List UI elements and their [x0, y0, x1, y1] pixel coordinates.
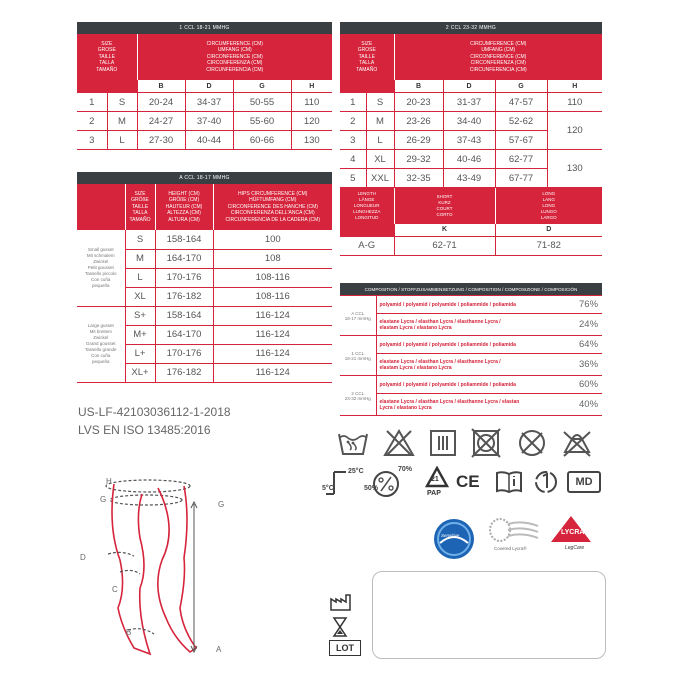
size-header: SIZE GROSE TAILLE TALLA TAMAÑO [77, 34, 137, 80]
row-size: L [107, 131, 137, 150]
cell-d: 40-44 [185, 131, 233, 150]
col-b: B [394, 80, 443, 93]
row-number: 3 [340, 131, 366, 150]
no-bleach-icon [382, 428, 416, 458]
composition-label: 1 CCL 18-21 mmHg [340, 336, 376, 376]
lot-label: LOT [329, 640, 361, 656]
temp-max: 25°C [348, 468, 364, 475]
cell-g: 57-67 [495, 131, 547, 150]
diagram-label-b: B [126, 628, 132, 637]
col-g: G [233, 80, 291, 93]
cell-height: 158-164 [155, 306, 213, 325]
table-title: A CCL 18-17 MMHG [77, 172, 332, 184]
row-number: 2 [77, 112, 107, 131]
composition-label: 2 CCL 23-32 mmHg [340, 376, 376, 416]
material-text: polyamid / polyamid / polyamide / poliammide / poliamida [376, 296, 562, 314]
no-tumble-dry-icon [470, 428, 502, 458]
table-title: 1 CCL 18-21 MMHG [77, 22, 332, 34]
recycle-label: PAP [427, 490, 441, 497]
line-dry-icon [428, 428, 458, 458]
cell-hips: 116-124 [213, 363, 332, 382]
table-row [77, 306, 332, 325]
table-row [77, 93, 332, 112]
covered-lycra-text: Covered Lycra® [494, 546, 527, 551]
legcare-logo-text: LegCare [565, 545, 585, 551]
cell-g: 50-55 [233, 93, 291, 112]
instructions-icon [495, 470, 523, 494]
col-h: H [547, 80, 602, 93]
cell-hips: 116-124 [213, 306, 332, 325]
cell-h: 120 [547, 112, 602, 150]
height-header: HEIGHT (CM) GRÖßE (CM) HAUTEUR (CM) ALTEZZA (CM) ALTURA (CM) [155, 184, 213, 230]
table-row [77, 131, 332, 150]
diagram-label-g-left: G [100, 495, 107, 504]
cell-d: 37-43 [443, 131, 495, 150]
cell-hips: 108-116 [213, 268, 332, 287]
diagram-label-h: H [106, 477, 112, 486]
product-code: US-LF-42103036112-1-2018 [78, 405, 231, 419]
cell-d: 43-49 [443, 169, 495, 188]
row-size: M+ [125, 325, 155, 344]
cell-g: 62-77 [495, 150, 547, 169]
cell-height: 164-170 [155, 325, 213, 344]
composition-label: A CCL 18-17 mmHg [340, 296, 376, 336]
table-title: 2 CCL 23-32 MMHG [340, 22, 602, 34]
material-percent: 76% [562, 296, 602, 314]
row-number: 5 [340, 169, 366, 188]
material-text: elastane Lycra / elasthan Lycra / élasthanne Lycra / elastam Lycra / elastano Lycra [376, 314, 562, 336]
cell-d: 31-37 [443, 93, 495, 112]
table-row [340, 112, 602, 131]
row-size: S [125, 230, 155, 249]
cell-g: 52-62 [495, 112, 547, 131]
col-b: B [137, 80, 185, 93]
circumference-header: CIRCUMFERENCE (CM) UMFANG (CM) CIRCONFERENCE (CM) CIRCONFERENZA (CM) CIRCUNFERENCIA (CM) [394, 34, 602, 80]
diagram-label-c: C [112, 585, 118, 594]
composition-title: COMPOSITION / STOFFZUSAMMENSETZUNG / COMPOSITION / COMPOSIZIONE / COMPOSICIÓN [340, 283, 602, 296]
row-number: 2 [340, 112, 366, 131]
single-patient-icon [532, 468, 560, 496]
table-2ccl [340, 22, 602, 256]
col-d: D [443, 80, 495, 93]
cell-hips: 116-124 [213, 325, 332, 344]
diagram-label-a: A [216, 645, 222, 654]
sensitive-logo-text: Sensitive [441, 533, 460, 538]
table-1ccl [77, 22, 332, 150]
cell-hips: 100 [213, 230, 332, 249]
cell-height: 176-182 [155, 287, 213, 306]
size-header: SIZE GROSE TAILLE TALLA TAMAÑO [340, 34, 394, 80]
row-size: XL [366, 150, 394, 169]
col-d: D [185, 80, 233, 93]
cell-h: 110 [547, 93, 602, 112]
md-badge: MD [567, 471, 601, 493]
cell-height: 170-176 [155, 344, 213, 363]
col-k: K [394, 224, 495, 237]
sensitive-logo-icon [432, 517, 476, 561]
cell-g: 67-77 [495, 169, 547, 188]
cell-g: 47-57 [495, 93, 547, 112]
cell-b: 20-23 [394, 93, 443, 112]
row-number: 1 [340, 93, 366, 112]
row-number: 1 [77, 93, 107, 112]
table-accl [77, 172, 332, 383]
row-size: S [107, 93, 137, 112]
length-short: 62-71 [394, 236, 495, 255]
cell-h: 130 [547, 150, 602, 188]
table-row [77, 112, 332, 131]
composition-table [340, 283, 602, 416]
row-size: L+ [125, 344, 155, 363]
row-size: M [125, 249, 155, 268]
material-percent: 40% [562, 394, 602, 416]
row-size: XXL [366, 169, 394, 188]
material-text: polyamid / polyamid / polyamide / poliammide / poliamida [376, 376, 562, 394]
cell-d: 34-40 [443, 112, 495, 131]
length-label: A-G [340, 236, 394, 255]
recycle-number: 21 [431, 476, 439, 483]
material-text: polyamid / polyamid / polyamide / poliammide / poliamida [376, 336, 562, 354]
lycra-logo-text: LYCRA [561, 529, 585, 536]
cell-g: 55-60 [233, 112, 291, 131]
hips-header: HIPS CIRCUMFERENCE (CM) HÜFTUMFANG (CM) CIRCONFERENCE DES HANCHE (CM) CIRCONFERENZA DELL'ANCA (CM) CIRCUNFERENCIA DE LA CADERA (CM) [213, 184, 332, 230]
cell-hips: 108-116 [213, 287, 332, 306]
row-size: XL [125, 287, 155, 306]
large-gusset-label: Large gusset Mit breitem Zwickel Grand gousset Tassello grande Con cuña pequeña [77, 306, 125, 382]
cell-b: 26-29 [394, 131, 443, 150]
length-long: 71-82 [495, 236, 602, 255]
short-header: SHORT KURZ COURT CORTO [394, 188, 495, 224]
col-h: H [291, 80, 332, 93]
row-number: 3 [77, 131, 107, 150]
cell-b: 32-35 [394, 169, 443, 188]
wash-30-icon [336, 428, 370, 458]
cell-hips: 108 [213, 249, 332, 268]
col-d-length: D [495, 224, 602, 237]
material-percent: 24% [562, 314, 602, 336]
lot-entry-box[interactable] [372, 571, 606, 659]
col-g: G [495, 80, 547, 93]
expiry-date-icon [332, 616, 348, 638]
small-gusset-label: Small gusset Mit schmalem Zwickel Petit gousset Tassello piccolo Con cuña pequeña [77, 230, 125, 306]
size-header: SIZE GRÖßE TAILLE TALLA TAMAÑO [125, 184, 155, 230]
cell-height: 176-182 [155, 363, 213, 382]
cell-height: 164-170 [155, 249, 213, 268]
row-number: 4 [340, 150, 366, 169]
table-row [340, 93, 602, 112]
humidity-max: 70% [398, 466, 413, 473]
row-size: M [366, 112, 394, 131]
cell-h: 110 [291, 93, 332, 112]
row-size: L [366, 131, 394, 150]
diagram-label-d: D [80, 553, 86, 562]
circumference-header: CIRCUMFERENCE (CM) UMFANG (CM) CIRCONFERENCE (CM) CIRCONFERENZA (CM) CIRCUNFERENCIA (CM) [137, 34, 332, 80]
no-dry-clean-icon [560, 428, 594, 458]
row-size: M [107, 112, 137, 131]
row-size: XL+ [125, 363, 155, 382]
no-iron-icon [516, 428, 548, 458]
cell-b: 23-26 [394, 112, 443, 131]
cell-height: 170-176 [155, 268, 213, 287]
cell-hips: 116-124 [213, 344, 332, 363]
cell-h: 120 [291, 112, 332, 131]
cell-b: 20-24 [137, 93, 185, 112]
material-percent: 60% [562, 376, 602, 394]
standard-code: LVS EN ISO 13485:2016 [78, 423, 211, 437]
cell-b: 24-27 [137, 112, 185, 131]
diagram-label-g-right: G [218, 500, 225, 509]
cell-d: 34-37 [185, 93, 233, 112]
row-size: S [366, 93, 394, 112]
long-header: LONG LANG LONG LUNGO LARGO [495, 188, 602, 224]
material-text: elastane Lycra / elasthan Lycra / élasthanne Lycra / elastam Lycra / elastano Lycra [376, 354, 562, 376]
material-text: elastane Lycra / elasthan Lycra / élasthanne Lycra / elastan Lycra / elastano Lycra [376, 394, 562, 416]
cell-d: 37-40 [185, 112, 233, 131]
covered-lycra-icon [486, 516, 542, 546]
row-size: S+ [125, 306, 155, 325]
ce-mark: CE [456, 472, 480, 491]
cell-g: 60-66 [233, 131, 291, 150]
table-row [340, 236, 602, 255]
length-header: LENGTH LÄNGE LONGUEUR LUNGHEZZA LONGITUD [340, 188, 394, 224]
table-row [340, 150, 602, 169]
row-size: L [125, 268, 155, 287]
cell-b: 27-30 [137, 131, 185, 150]
material-percent: 64% [562, 336, 602, 354]
temp-min: 5°C [322, 485, 334, 492]
cell-height: 158-164 [155, 230, 213, 249]
cell-d: 40-46 [443, 150, 495, 169]
material-percent: 36% [562, 354, 602, 376]
cell-b: 29-32 [394, 150, 443, 169]
cell-h: 130 [291, 131, 332, 150]
humidity-min: 50% [364, 485, 379, 492]
manufacturer-icon [330, 593, 352, 611]
table-row [77, 230, 332, 249]
